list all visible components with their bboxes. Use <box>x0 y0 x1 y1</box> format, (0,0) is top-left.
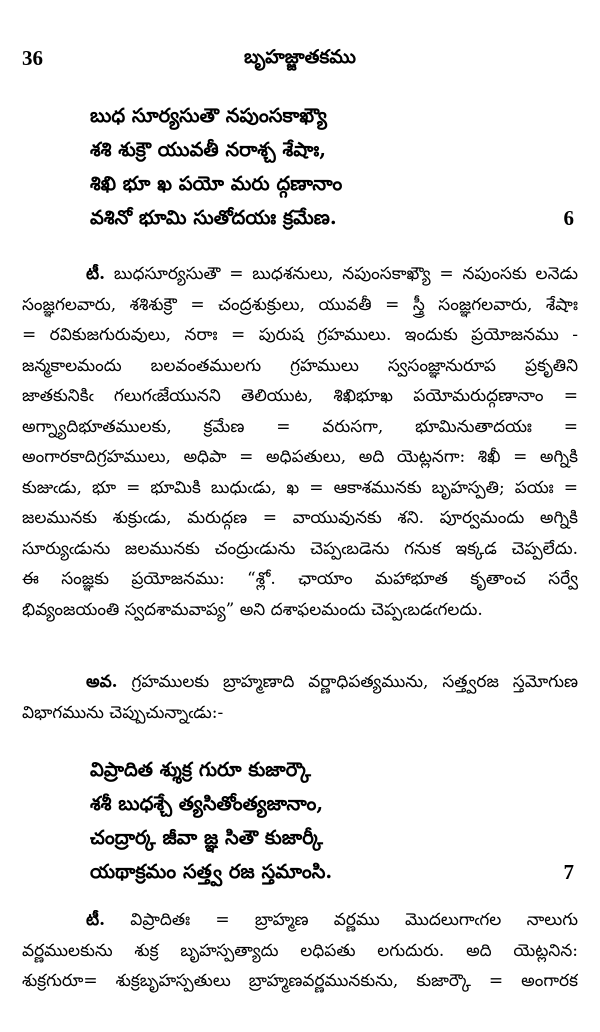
commentary-lead: టీ. <box>86 264 106 284</box>
intro-text: గ్రహములకు బ్రాహ్మణాది వర్ణాధిపత్యమును, సత్త్వరజ స్తమోగుణ <box>131 672 578 692</box>
verse-line-text: వశినో భూమి సుతోదయః క్రమేణ. <box>90 206 337 229</box>
verse-line: విప్రాదిత శ్శుక్ర గురూ కుజార్కౌ <box>90 758 311 781</box>
commentary-line: జాతకునికిఁ గలుగఁజేయునని తెలియుట, శిఖిభూఖ పయోమరుద్గణానాం = <box>22 386 578 406</box>
verse-7 <box>90 758 590 894</box>
verse-line-text: యథాక్రమం సత్త్వ రజ స్తమాంసి. <box>90 860 333 883</box>
commentary-verse-7 <box>22 910 578 1002</box>
intro-line: విభాగమును చెప్పుచున్నాఁడు:- <box>22 702 224 723</box>
intro-line <box>22 672 578 703</box>
commentary-line <box>22 910 578 941</box>
verse-line <box>90 860 590 894</box>
commentary-line: వర్ణములకును శుక్ర బృహస్పత్యాదు లధిపతు లగుదురు. అది యెట్లనిన: <box>22 940 578 961</box>
verse-number: 7 <box>563 860 574 884</box>
commentary-line: సంజ్ఞగలవారు, శశిశుక్రౌ = చంద్రశుక్రులు, యువతీ = స్త్రీ సంజ్ఞగలవారు, శేషాః <box>22 294 578 315</box>
verse-line: చంద్రార్క జీవా జ్ఞ సితౌ కుజార్కీ <box>90 826 323 849</box>
verse-line: బుధ సూర్యసుతౌ నపుంసకాఖ్యౌ <box>90 104 327 127</box>
commentary-line: జన్మకాలమందు బలవంతములగు గ్రహములు స్వసంజ్ఞానురూప ప్రకృతిని <box>22 355 578 376</box>
commentary-line: = రవికుజగురువులు, నరాః = పురుష గ్రహములు. ఇందుకు ప్రయోజనము - <box>22 325 578 345</box>
verse-line <box>90 206 590 240</box>
verse-6 <box>90 104 590 240</box>
introduction-verse-7 <box>22 672 578 733</box>
page-header <box>22 46 578 76</box>
commentary-line: అంగారకాదిగ్రహములు, అధిపా = అధిపతులు, అది యెట్లనగా: శిఖీ = అగ్నికి <box>22 447 578 467</box>
page-number: 36 <box>22 46 43 70</box>
verse-line: శిఖి భూ ఖ పయో మరు ద్గణానాం <box>90 172 343 195</box>
commentary-line: ఈ సంజ్ఞకు ప్రయోజనము: “శ్లో. ఛాయాం మహాభూత కృతాంచ సర్వే <box>22 569 578 589</box>
commentary-text: బుధసూర్యసుతౌ = బుధశనులు, నపుంసకాఖ్యౌ = నపుంసకు లనెడు <box>113 264 578 284</box>
commentary-line: జలమునకు శుక్రుఁడు, మరుద్గణ = వాయువునకు శని. పూర్వమందు అగ్నికి <box>22 508 578 528</box>
commentary-verse-6 <box>22 264 578 630</box>
running-title: బృహజ్జాతకము <box>244 46 356 68</box>
commentary-line: సూర్యుఁడును జలమునకు చంద్రుఁడును చెప్పఁబడెను గనుక ఇక్కడ చెప్పలేదు. <box>22 538 578 559</box>
commentary-line: శుక్రగురూ= శుక్రబృహస్పతులు బ్రాహ్మణవర్ణమునకును, కుజార్కౌ = అంగారక <box>22 971 578 991</box>
commentary-line: అగ్న్యాదిభూతములకు, క్రమేణ = వరుసగా, భూమినుతాదయః = <box>22 416 578 437</box>
commentary-line: కుజుఁడు, భూ = భూమికి బుధుఁడు, ఖ = ఆకాశమునకు బృహస్పతి; పయః = <box>22 477 578 498</box>
commentary-lead: టీ. <box>86 910 106 930</box>
intro-lead: అవ. <box>86 672 118 692</box>
verse-line: శశీ బుధశ్చే త్యసితోంత్యజానాం, <box>90 792 324 815</box>
commentary-line: భివ్యంజయంతి స్వదశామవాప్య” అని దశాఫలమందు చెప్పఁబడఁగలదు. <box>22 599 483 620</box>
verse-line: శశి శుక్రౌ యువతీ నరాశ్చ శేషాః, <box>90 138 327 161</box>
commentary-text: విప్రాదితః = బ్రాహ్మణ వర్ణము మొదలుగాఁగల నాలుగు <box>130 910 578 930</box>
verse-number: 6 <box>563 206 574 230</box>
commentary-line <box>22 264 578 295</box>
